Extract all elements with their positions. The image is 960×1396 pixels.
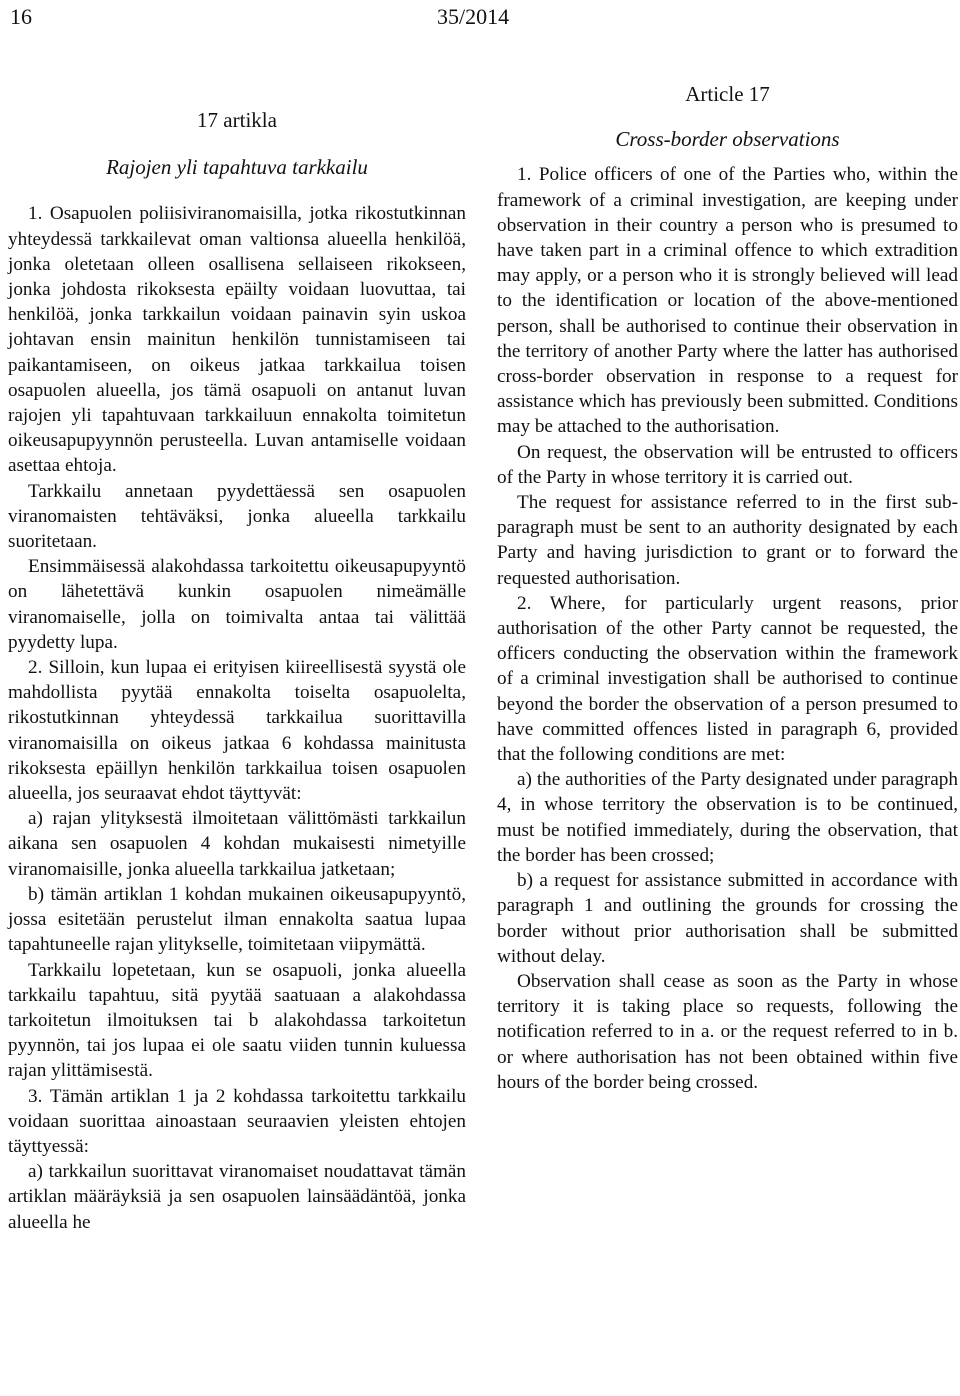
article-subtitle-fi: Rajojen yli tapahtuva tarkkailu (106, 155, 368, 180)
article-subtitle-en: Cross-border observations (615, 127, 840, 152)
paragraph-fi: 3. Tämän artiklan 1 ja 2 kohdassa tarkoitettu tarkkailu voidaan suorittaa ainoastaan seuraavien yleisten ehtojen täyttyessä: (8, 1085, 466, 1157)
paragraph-en: The request for assistance referred to in the first sub-paragraph must be sent to an authority designated by each Party and having jurisdiction to grant or to forward the requested authorisation. (497, 492, 958, 589)
paragraph-en: 2. Where, for particularly urgent reasons, prior authorisation of the other Party cannot be requested, the officers conducting the observation within the framework of a criminal investigation shall be authorised to continue beyond the border the observation of a person presumed to have committed offences listed in paragraph 6, provided that the following conditions are met: (497, 592, 958, 766)
paragraph-fi: Ensimmäisessä alakohdassa tarkoitettu oikeusapupyyntö on lähetettävä kunkin osapuolen nimeämälle viranomaiselle, jolla on toimivalta antaa tai välittää pyydetty lupa. (8, 556, 466, 653)
paragraph-en: b) a request for assistance submitted in accordance with paragraph 1 and outlining the grounds for crossing the border without prior authorisation shall be submitted without delay. (497, 870, 958, 967)
paragraph-en: a) the authorities of the Party designated under paragraph 4, in whose territory the observation is to be continued, must be notified immediately, during the observation, that the border has been crossed; (497, 769, 958, 866)
paragraph-en: 1. Police officers of one of the Parties who, within the framework of a criminal investigation, are keeping under observation in their country a person who is presumed to have taken part in a criminal offence to which extradition may apply, or a person who it is strongly believed will lead to the identification or location of the above-mentioned person, shall be authorised to continue their observation in the territory of another Party where the latter has authorised cross-border observation in response to a request for assistance which has previously been submitted. Conditions may be attached to the authorisation. (497, 164, 958, 438)
article-title-fi: 17 artikla (197, 108, 277, 132)
english-column (497, 82, 958, 1095)
issue-number: 35/2014 (437, 4, 510, 29)
page-number: 16 (10, 4, 32, 29)
article-title-en: Article 17 (685, 82, 770, 106)
paragraph-fi: Tarkkailu annetaan pyydettäessä sen osapuolen viranomaisten tehtäväksi, jonka alueella tarkkailu suoritetaan. (8, 480, 466, 553)
paragraph-fi: a) tarkkailun suorittavat viranomaiset noudattavat tämän artiklan määräyksiä ja sen osapuolen lainsäädäntöä, jonka alueella he (8, 1161, 466, 1233)
finnish-column (8, 82, 466, 1235)
paragraph-fi: Tarkkailu lopetetaan, kun se osapuoli, jonka alueella tarkkailu tapahtuu, sitä pyytää saatuaan a alakohdassa tarkoitetun ilmoituksen tai b alakohdassa tarkoitetun pyynnön, tai jos lupaa ei ole saatu viiden tunnin kuluessa rajan ylittämisestä. (8, 959, 466, 1082)
paragraph-en: Observation shall cease as soon as the Party in whose territory it is taking place so requests, following the notification referred to in a. or the request referred to in b. or where authorisation has not been obtained within five hours of the border being crossed. (497, 970, 958, 1093)
paragraph-fi: 2. Silloin, kun lupaa ei erityisen kiireellisestä syystä ole mahdollista pyytää ennakolta toiselta osapuolelta, rikostutkinnan yhteydessä tarkkailua suorittavilla viranomaisilla on oikeus jatkaa 6 kohdassa mainitusta rikoksesta epäillyn henkilön tarkkailua toisen osapuolen alueella, jos seuraavat ehdot täyttyvät: (8, 657, 466, 805)
paragraph-fi: b) tämän artiklan 1 kohdan mukainen oikeusapupyyntö, jossa esitetään perustelut ilman ennakolta saatua lupaa tapahtuneelle rajan ylitykselle, toimitetaan viipymättä. (8, 883, 466, 956)
paragraph-en: On request, the observation will be entrusted to officers of the Party in whose territory it is carried out. (497, 441, 958, 488)
page-header (0, 0, 960, 40)
paragraph-fi: a) rajan ylityksestä ilmoitetaan välittömästi tarkkailun aikana sen osapuolen 4 kohdan mukaisesti nimetyille viranomaisille, jonka alueella tarkkailua jatketaan; (8, 808, 466, 880)
paragraph-fi: 1. Osapuolen poliisiviranomaisilla, jotka rikostutkinnan yhteydessä tarkkailevat oman valtionsa alueella henkilöä, jonka oletetaan olleen osallisena sellaiseen rikokseen, jonka johdosta rikoksesta epäilty voidaan luovuttaa, tai henkilöä, jonka tarkkailun voidaan painavin syin uskoa johtavan ensin mainitun henkilön tunnistamiseen tai paikantamiseen, on oikeus jatkaa tarkkailua toisen osapuolen alueella, jos tämä osapuoli on antanut luvan rajojen yli tapahtuvaan tarkkailuun ennakolta toimitetun oikeusapupyynnön perusteella. Luvan antamiselle voidaan asettaa ehtoja. (8, 203, 466, 477)
